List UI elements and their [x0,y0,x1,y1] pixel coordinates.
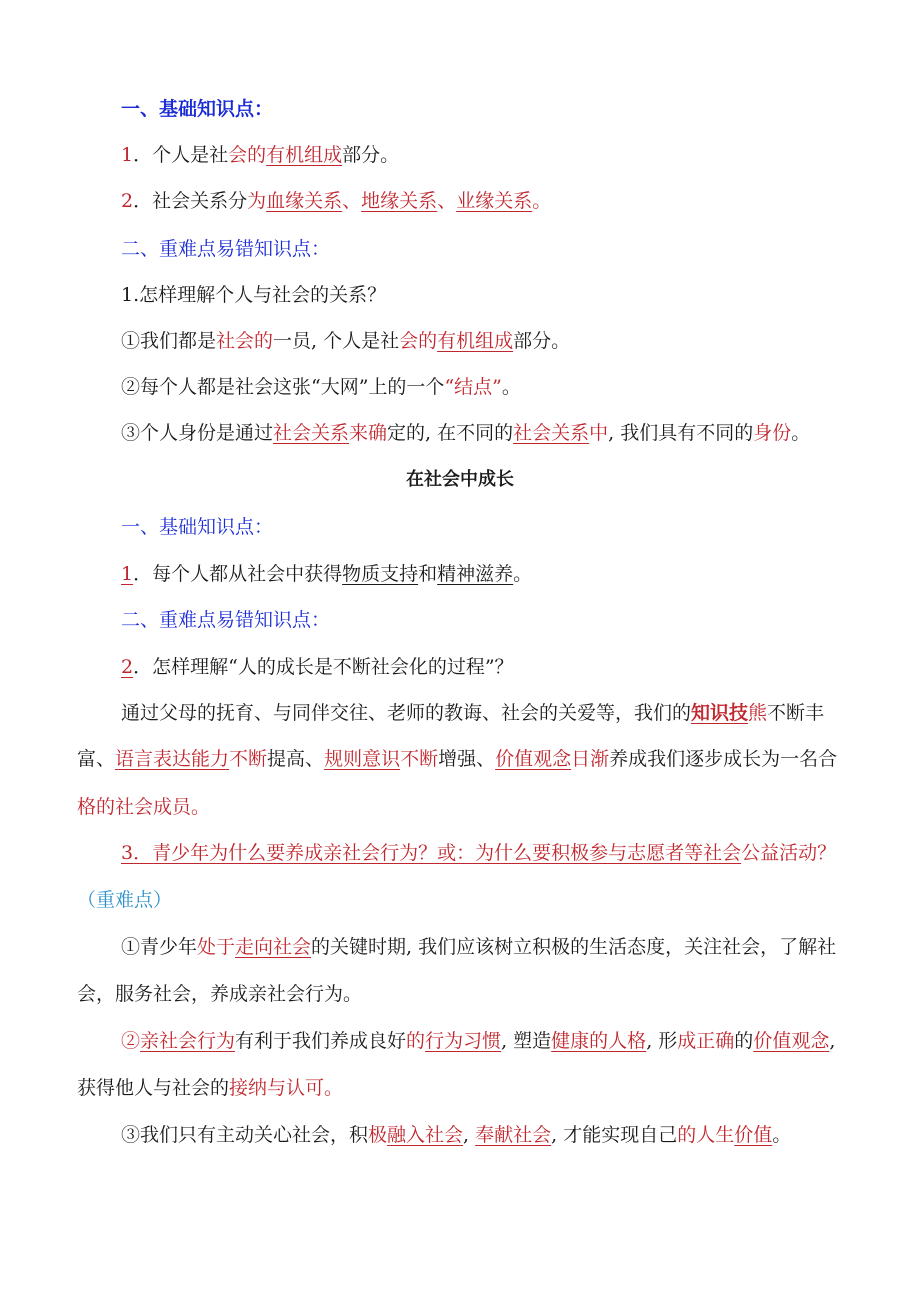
item-dot: ． [133,190,153,212]
key-term: 身份 [753,422,792,444]
basics-item-2 [121,188,551,214]
basics-item-1 [121,142,399,168]
item-number: 2 [121,190,134,212]
text-run: , [463,1124,476,1146]
key-term: 融入社会 [387,1124,464,1146]
text-run: 社会关系分 [152,190,248,212]
answer-3-point-1-cont: 会，服务社会，养成亲社会行为。 [77,983,363,1005]
answer-3-point-2-cont [77,1075,343,1101]
section-heading-basics-2: 一、基础知识点： [121,516,274,538]
text-run: 和 [418,563,438,585]
text-run: , 塑造 [501,1030,552,1052]
paragraph-line-1 [121,700,824,726]
text-run: , [829,1030,836,1052]
paragraph-line-2 [77,746,837,772]
text-run: ②每个人都是社会这张“大网”上的一个 [121,376,445,398]
text-run: 公益活动？ [741,842,837,864]
text-run: 有利于我们养成良好 [235,1030,407,1052]
answer-3-point-2 [121,1028,835,1054]
text-run: , 才能实现自己 [551,1124,678,1146]
key-term: 有机组成 [437,330,514,352]
item-number: 2 [121,656,134,678]
key-term: 有机组成 [266,144,343,166]
answer-3-point-3 [121,1122,791,1148]
text-run: 一员, 个人是社 [273,330,400,352]
item-dot: ． [133,842,153,864]
text-run: , 我们具有不同的 [608,422,754,444]
paragraph-line-3 [77,794,210,820]
difficulty-tag: （重难点） [77,889,173,911]
key-term: 价值观念 [753,1030,830,1052]
text-run: 格的 [77,796,116,818]
text-run: 成正确 [677,1030,735,1052]
question-3 [121,840,836,866]
text-run: 增强、 [438,748,496,770]
text-run: 不断 [400,748,439,770]
text-run: 处于 [197,936,236,958]
text-run: 每个人都从社会中获得 [152,563,343,585]
text-run: 怎样理解“人的成长是不断社会化的过程”？ [152,656,514,678]
text-run: 。 [532,190,552,212]
text-run: 会的 [228,144,267,166]
text-run: 富、 [77,748,116,770]
question-2 [121,654,514,680]
text-run: 通过父母的抚育、与同伴交往、老师的教诲、社会的关爱等，我们的 [121,702,692,724]
key-term: 精神滋养 [437,563,514,585]
item-dot: ． [133,563,153,585]
item-number: 1 [121,144,134,166]
answer-point-3 [121,420,810,446]
item-dot: ． [133,656,153,678]
item-number: 3 [121,842,134,864]
key-term: 血缘关系 [266,190,343,212]
key-term: 行为习惯 [425,1030,502,1052]
key-term: “结点” [444,376,502,398]
text-run: ③我们只有主动关心社会，积 [121,1124,369,1146]
section-heading-difficult-2: 二、重难点易错知识点： [121,609,331,631]
text-run: 。 [501,376,521,398]
text-run: 。 [791,422,811,444]
text-run: 来确 [349,422,388,444]
text-run: ② [121,1030,141,1052]
text-run: 。 [513,563,533,585]
key-term: 价值 [734,1124,773,1146]
text-run: 的人生 [677,1124,735,1146]
text-run: 个人是社 [152,144,229,166]
text-run: 。 [191,796,211,818]
text-run: 为 [247,190,267,212]
key-term: 社会关系 [513,422,590,444]
answer-3-point-1 [121,934,836,960]
key-term: 物质支持 [342,563,419,585]
separator: 、 [342,190,362,212]
separator: 、 [437,190,457,212]
item-dot: ． [133,144,153,166]
chapter-title: 在社会中成长 [406,469,514,490]
key-term: 语言表达能力 [115,748,230,770]
key-term: 走向社会 [235,936,312,958]
text-run: 提高、 [267,748,325,770]
section-heading-difficult: 二、重难点易错知识点： [121,238,331,260]
answer-point-2 [121,374,521,400]
text-run: 获得他人与社会的 [77,1077,230,1099]
text-run: 会的 [399,330,438,352]
text-run: , 形 [646,1030,678,1052]
text-run: ①我们都是 [121,330,217,352]
text-run: 定的, 在不同的 [387,422,514,444]
key-term: 地缘关系 [361,190,438,212]
text-run: ③个人身份是通过 [121,422,274,444]
key-term: 价值观念 [495,748,572,770]
text-run: 熊 [748,702,768,724]
text-run: 青少年为什么要养成亲社会行为？或：为什么要积极参与志愿者等社会 [152,842,742,864]
key-term: 接纳与认可 [229,1077,325,1099]
key-term: 知识技 [691,702,749,724]
key-term: 健康的人格 [551,1030,647,1052]
answer-point-1 [121,328,570,354]
key-term: 社会关系 [273,422,350,444]
text-run: 的关键时期, 我们应该树立积极的生活态度，关注社会，了解社 [311,936,837,958]
text-run: 的 [734,1030,754,1052]
key-term: 社会成员 [115,796,192,818]
text-run: 的 [406,1030,426,1052]
text-run: 社会的 [216,330,274,352]
text-run: 极 [368,1124,388,1146]
text-run: 。 [324,1077,344,1099]
text-run: 日渐 [571,748,610,770]
key-term: 规则意识 [324,748,401,770]
text-run: 。 [772,1124,792,1146]
text-run: 部分。 [342,144,400,166]
section-heading-basics: 一、基础知识点： [121,98,274,120]
key-term: 亲社会行为 [140,1030,236,1052]
text-run: 养成我们逐步成长为一名合 [609,748,838,770]
text-run: 不断丰 [767,702,825,724]
key-term: 奉献社会 [475,1124,552,1146]
text-run: ①青少年 [121,936,198,958]
question-1: 1.怎样理解个人与社会的关系？ [121,284,387,306]
item-number: 1 [121,563,134,585]
text-run: 中 [589,422,609,444]
basics-item-1b [121,561,532,587]
key-term: 业缘关系 [456,190,533,212]
text-run: 部分。 [513,330,571,352]
text-run: 不断 [229,748,268,770]
